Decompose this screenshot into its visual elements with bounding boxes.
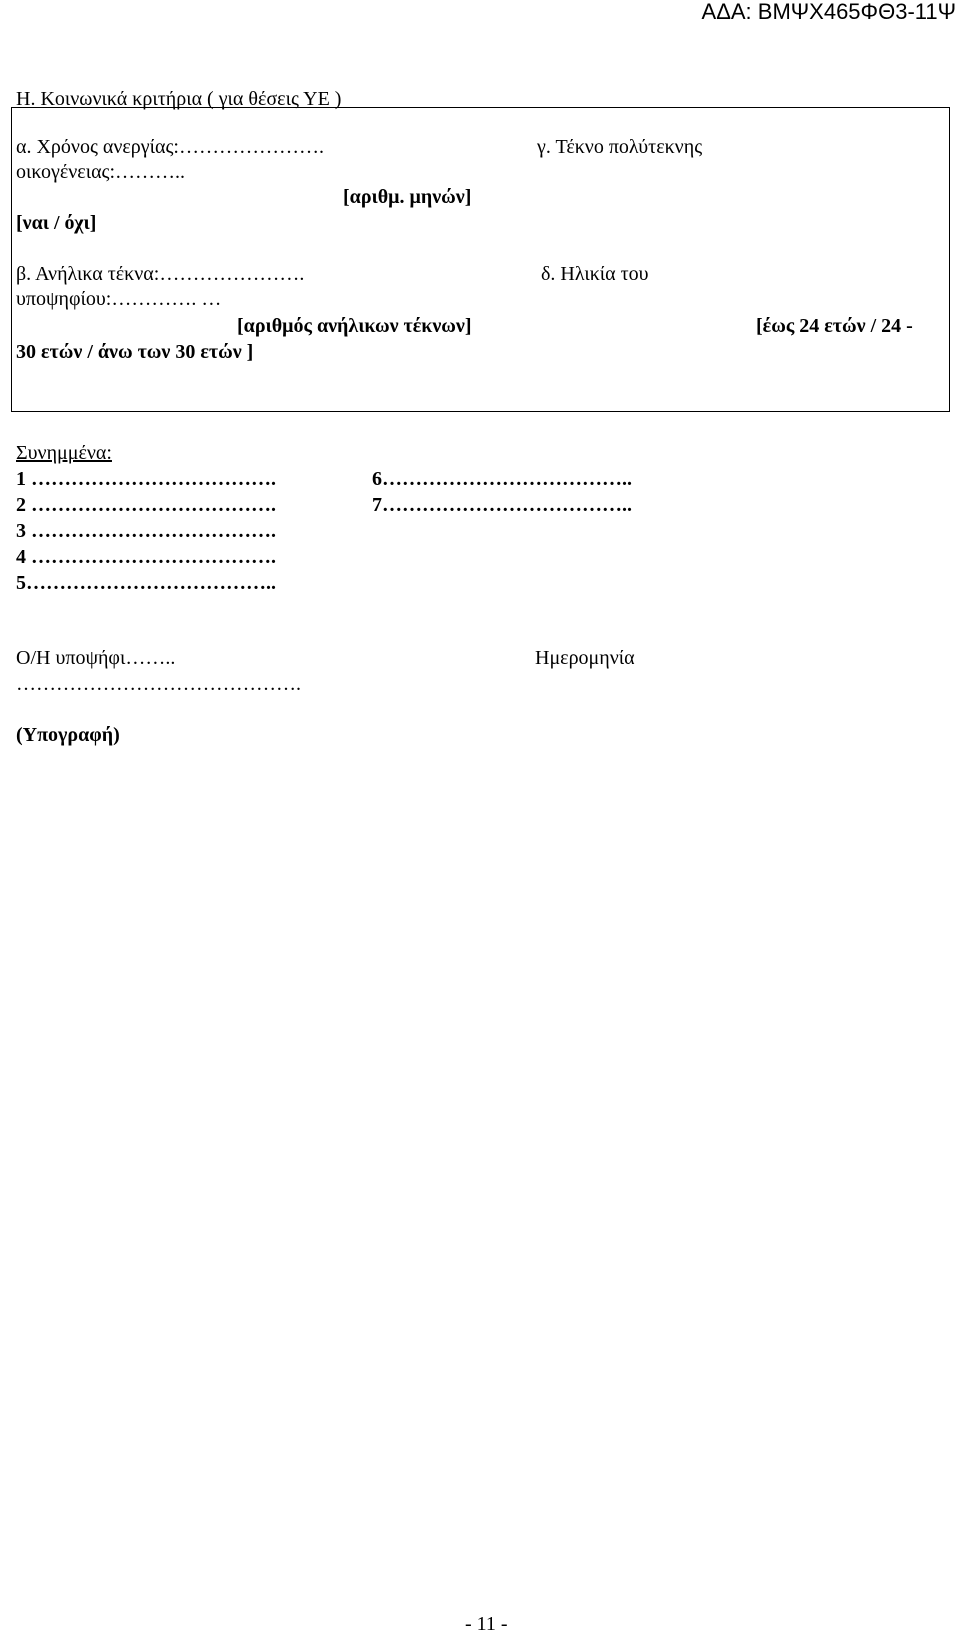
page-number: - 11 -	[465, 1613, 508, 1635]
large-family-child-label: γ. Τέκνο πολύτεκνης	[537, 136, 703, 158]
date-label: Ημερομηνία	[535, 647, 635, 669]
candidate-age-label: δ. Ηλικία του	[541, 263, 649, 285]
section-title: Η. Κοινωνικά κριτήρια ( για θέσεις ΥΕ )	[16, 88, 342, 110]
attachment-line-3: 3 ……………………………….	[16, 520, 276, 542]
minor-children-count-hint: [αριθμός ανήλικων τέκνων]	[237, 315, 472, 337]
ada-header: ΑΔΑ: ΒΜΨΧ465ΦΘ3-11Ψ	[701, 0, 956, 24]
minor-children-label: β. Ανήλικα τέκνα:………………….	[16, 263, 305, 285]
attachment-line-7: 7………………………………..	[372, 494, 632, 516]
attachments-label: Συνημμένα:	[16, 442, 112, 464]
candidate-age-label-continued: υποψηφίου:…………. …	[16, 288, 222, 310]
age-range-hint-continued: 30 ετών / άνω των 30 ετών ]	[16, 341, 254, 363]
candidate-label: Ο/Η υποψήφι……..	[16, 647, 176, 669]
attachment-line-2: 2 ……………………………….	[16, 494, 276, 516]
unemployment-duration-label: α. Χρόνος ανεργίας:………………….	[16, 136, 324, 158]
attachment-line-1: 1 ……………………………….	[16, 468, 276, 490]
signature-label: (Υπογραφή)	[16, 724, 120, 746]
unemployment-months-hint: [αριθμ. μηνών]	[343, 186, 472, 208]
large-family-child-label-continued: οικογένειας:………..	[16, 161, 186, 183]
attachment-line-6: 6………………………………..	[372, 468, 632, 490]
attachment-line-4: 4 ……………………………….	[16, 546, 276, 568]
age-range-hint: [έως 24 ετών / 24 -	[756, 315, 913, 337]
yes-no-hint: [ναι / όχι]	[16, 212, 97, 234]
signature-dotted-line: …………………………………….	[16, 673, 301, 695]
attachment-line-5: 5………………………………..	[16, 572, 276, 594]
